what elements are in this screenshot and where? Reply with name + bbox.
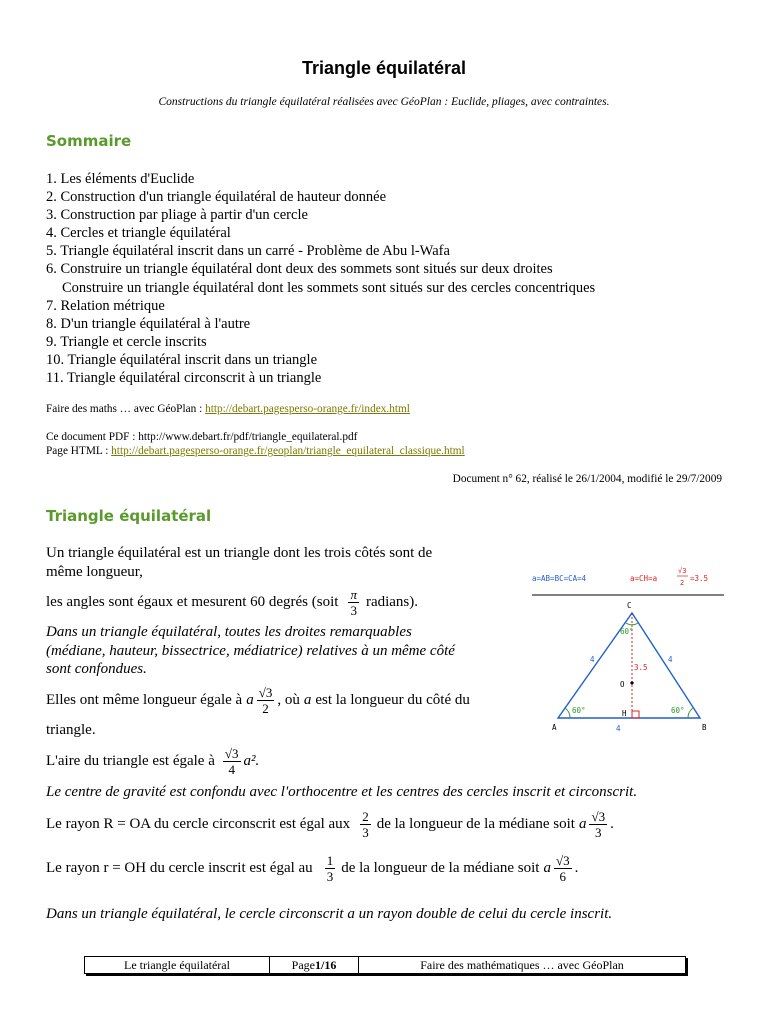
html-link[interactable]: http://debart.pagesperso-orange.fr/geoplan/triangle_equilateral_classique.html	[111, 445, 465, 457]
fraction-numerator: 2	[362, 808, 369, 824]
html-prefix: Page HTML :	[46, 445, 112, 457]
sqrt3-over-3-fraction	[589, 809, 607, 840]
rayon-R-mid: de la longueur de la médiane soit	[376, 815, 575, 832]
fraction-denominator: 6	[559, 868, 567, 884]
para-longueur-2: triangle.	[46, 722, 96, 738]
page-title: Triangle équilatéral	[301, 58, 467, 78]
toc-item[interactable]: 1. Les éléments d'Euclide	[46, 171, 195, 187]
fraction-numerator: √3	[258, 684, 273, 700]
angles-text-end: radians).	[365, 593, 419, 610]
toc-item[interactable]: 9. Triangle et cercle inscrits	[46, 333, 207, 350]
label-c: C	[627, 601, 632, 610]
angle-label-b: 60°	[671, 706, 685, 715]
one-third-fraction	[325, 853, 336, 884]
rayon-r-mid: de la longueur de la médiane soit	[341, 859, 540, 876]
fraction-numerator: π	[350, 586, 357, 602]
toc-item[interactable]: 3. Construction par pliage à partir d'un cercle	[46, 207, 308, 224]
rayon-r-end: .	[574, 859, 579, 876]
longueur-text-end: est la longueur du côté du	[315, 691, 470, 708]
toc-item[interactable]: 6. Construire un triangle équilatéral dont deux des sommets sont situés sur deux droites	[46, 261, 553, 278]
toc-item[interactable]: Construire un triangle équilatéral dont les sommets sont situés sur des cercles concentriques	[62, 279, 596, 296]
label-h: H	[622, 709, 627, 718]
para-rayon-R	[46, 804, 614, 844]
doc-info: Document n° 62, réalisé le 26/1/2004, modifié le 29/7/2009	[452, 473, 722, 485]
fraction-denominator: 3	[595, 824, 602, 840]
fraction-numerator: 1	[326, 852, 334, 868]
side-label-ab: 4	[616, 724, 621, 733]
angles-text: les angles sont égaux et mesurent 60 degrés (soit	[46, 593, 339, 610]
footer-page	[270, 957, 359, 973]
section-heading: Triangle équilatéral	[46, 507, 212, 525]
figure-eq-height-val: =3.5	[690, 574, 709, 583]
faire-line	[46, 403, 410, 415]
fraction-denominator: 2	[262, 700, 269, 716]
side-label-ca: 4	[590, 655, 595, 664]
fraction-denominator: 3	[362, 824, 369, 840]
toc-item[interactable]: 5. Triangle équilatéral inscrit dans un carré - Problème de Abu l-Wafa	[46, 243, 450, 260]
sommaire-heading: Sommaire	[46, 132, 132, 150]
footer-page-prefix: Page	[291, 957, 315, 972]
fraction-denominator: 3	[350, 602, 357, 618]
toc-item[interactable]: 8. D'un triangle équilatéral à l'autre	[46, 315, 251, 332]
var-a: a	[543, 859, 551, 876]
footer-title: Le triangle équilatéral	[85, 957, 270, 973]
angle-arc-c	[626, 623, 638, 625]
rayon-R-text: Le rayon R = OA du cercle circonscrit est égal aux	[46, 815, 351, 832]
table-of-contents	[46, 170, 595, 387]
figure-eq-sides: a=AB=BC=CA=4	[532, 574, 587, 583]
sqrt3-over-2-fraction	[257, 685, 275, 716]
angle-arc-b	[688, 708, 693, 718]
fraction-numerator: √3	[591, 808, 606, 824]
longueur-text: Elles ont même longueur égale à	[46, 691, 243, 708]
figure-eq-height-pre: a=CH=a	[630, 574, 658, 583]
side-label-cb: 4	[668, 655, 673, 664]
right-angle-mark	[632, 711, 639, 718]
para-droites-3: sont confondues.	[46, 661, 147, 677]
var-a: a	[578, 815, 587, 832]
para-rayon-r	[46, 848, 578, 888]
sqrt3-over-4-fraction	[223, 746, 241, 777]
var-a: a	[246, 691, 254, 708]
pi-over-3-fraction	[348, 587, 359, 618]
label-a: A	[552, 723, 557, 732]
para-conclusion: Dans un triangle équilatéral, le cercle circonscrit a un rayon double de celui du cercle inscrit.	[46, 906, 613, 922]
two-thirds-fraction	[360, 809, 371, 840]
label-b: B	[702, 723, 707, 732]
subtitle: Constructions du triangle équilatéral réalisées avec GéoPlan : Euclide, pliages, avec contraintes.	[158, 96, 610, 108]
pdf-line: Ce document PDF : http://www.debart.fr/pdf/triangle_equilateral.pdf	[46, 431, 358, 443]
fraction-numerator: √3	[555, 852, 570, 868]
figure-eq-height-num: √3	[678, 567, 687, 575]
height-label: 3.5	[634, 663, 648, 672]
point-o	[630, 681, 633, 684]
para-aire	[46, 741, 259, 781]
label-o: O	[620, 680, 625, 689]
angle-arc-a	[565, 708, 570, 718]
para-droites-1: Dans un triangle équilatéral, toutes les droites remarquables	[46, 624, 412, 640]
para-longueur	[46, 680, 470, 720]
aire-text: L'aire du triangle est égale à	[46, 752, 215, 769]
sqrt3-over-6-fraction	[554, 853, 572, 884]
aire-a-squared: a².	[243, 752, 260, 769]
fraction-denominator: 4	[228, 761, 235, 777]
toc-item[interactable]: 4. Cercles et triangle équilatéral	[46, 225, 231, 242]
rayon-r-text: Le rayon r = OH du cercle inscrit est égal au	[46, 859, 313, 876]
para-droites-2: (médiane, hauteur, bissectrice, médiatrice) relatives à un même côté	[46, 643, 455, 659]
rayon-R-end: .	[610, 815, 614, 832]
para-definition-1: Un triangle équilatéral est un triangle dont les trois côtés sont de	[46, 545, 433, 561]
footer-site: Faire des mathématiques … avec GéoPlan	[420, 957, 624, 972]
para-angles	[46, 582, 418, 622]
fraction-denominator: 3	[326, 868, 334, 884]
para-definition-2: même longueur,	[46, 564, 143, 580]
var-a: a	[303, 691, 312, 708]
toc-item[interactable]: 11. Triangle équilatéral circonscrit à un triangle	[46, 370, 322, 387]
longueur-text-mid: , où	[277, 691, 300, 708]
html-line	[46, 445, 465, 457]
fraction-numerator: √3	[224, 745, 239, 761]
page-footer	[84, 956, 686, 974]
faire-link[interactable]: http://debart.pagesperso-orange.fr/index.html	[205, 403, 410, 415]
faire-prefix: Faire des maths … avec GéoPlan :	[46, 403, 206, 415]
footer-page-number: 1/16	[314, 957, 337, 972]
figure-eq-height-den: 2	[680, 579, 685, 587]
toc-item[interactable]: 10. Triangle équilatéral inscrit dans un triangle	[46, 351, 318, 368]
para-centre-gravite: Le centre de gravité est confondu avec l'orthocentre et les centres des cercles inscrit et circonscrit.	[46, 784, 638, 800]
angle-label-c: 60°	[620, 627, 634, 636]
angle-label-a: 60°	[572, 706, 586, 715]
toc-item[interactable]: 2. Construction d'un triangle équilatéral de hauteur donnée	[46, 189, 387, 206]
toc-item[interactable]: 7. Relation métrique	[46, 297, 165, 314]
triangle-figure	[528, 560, 728, 740]
